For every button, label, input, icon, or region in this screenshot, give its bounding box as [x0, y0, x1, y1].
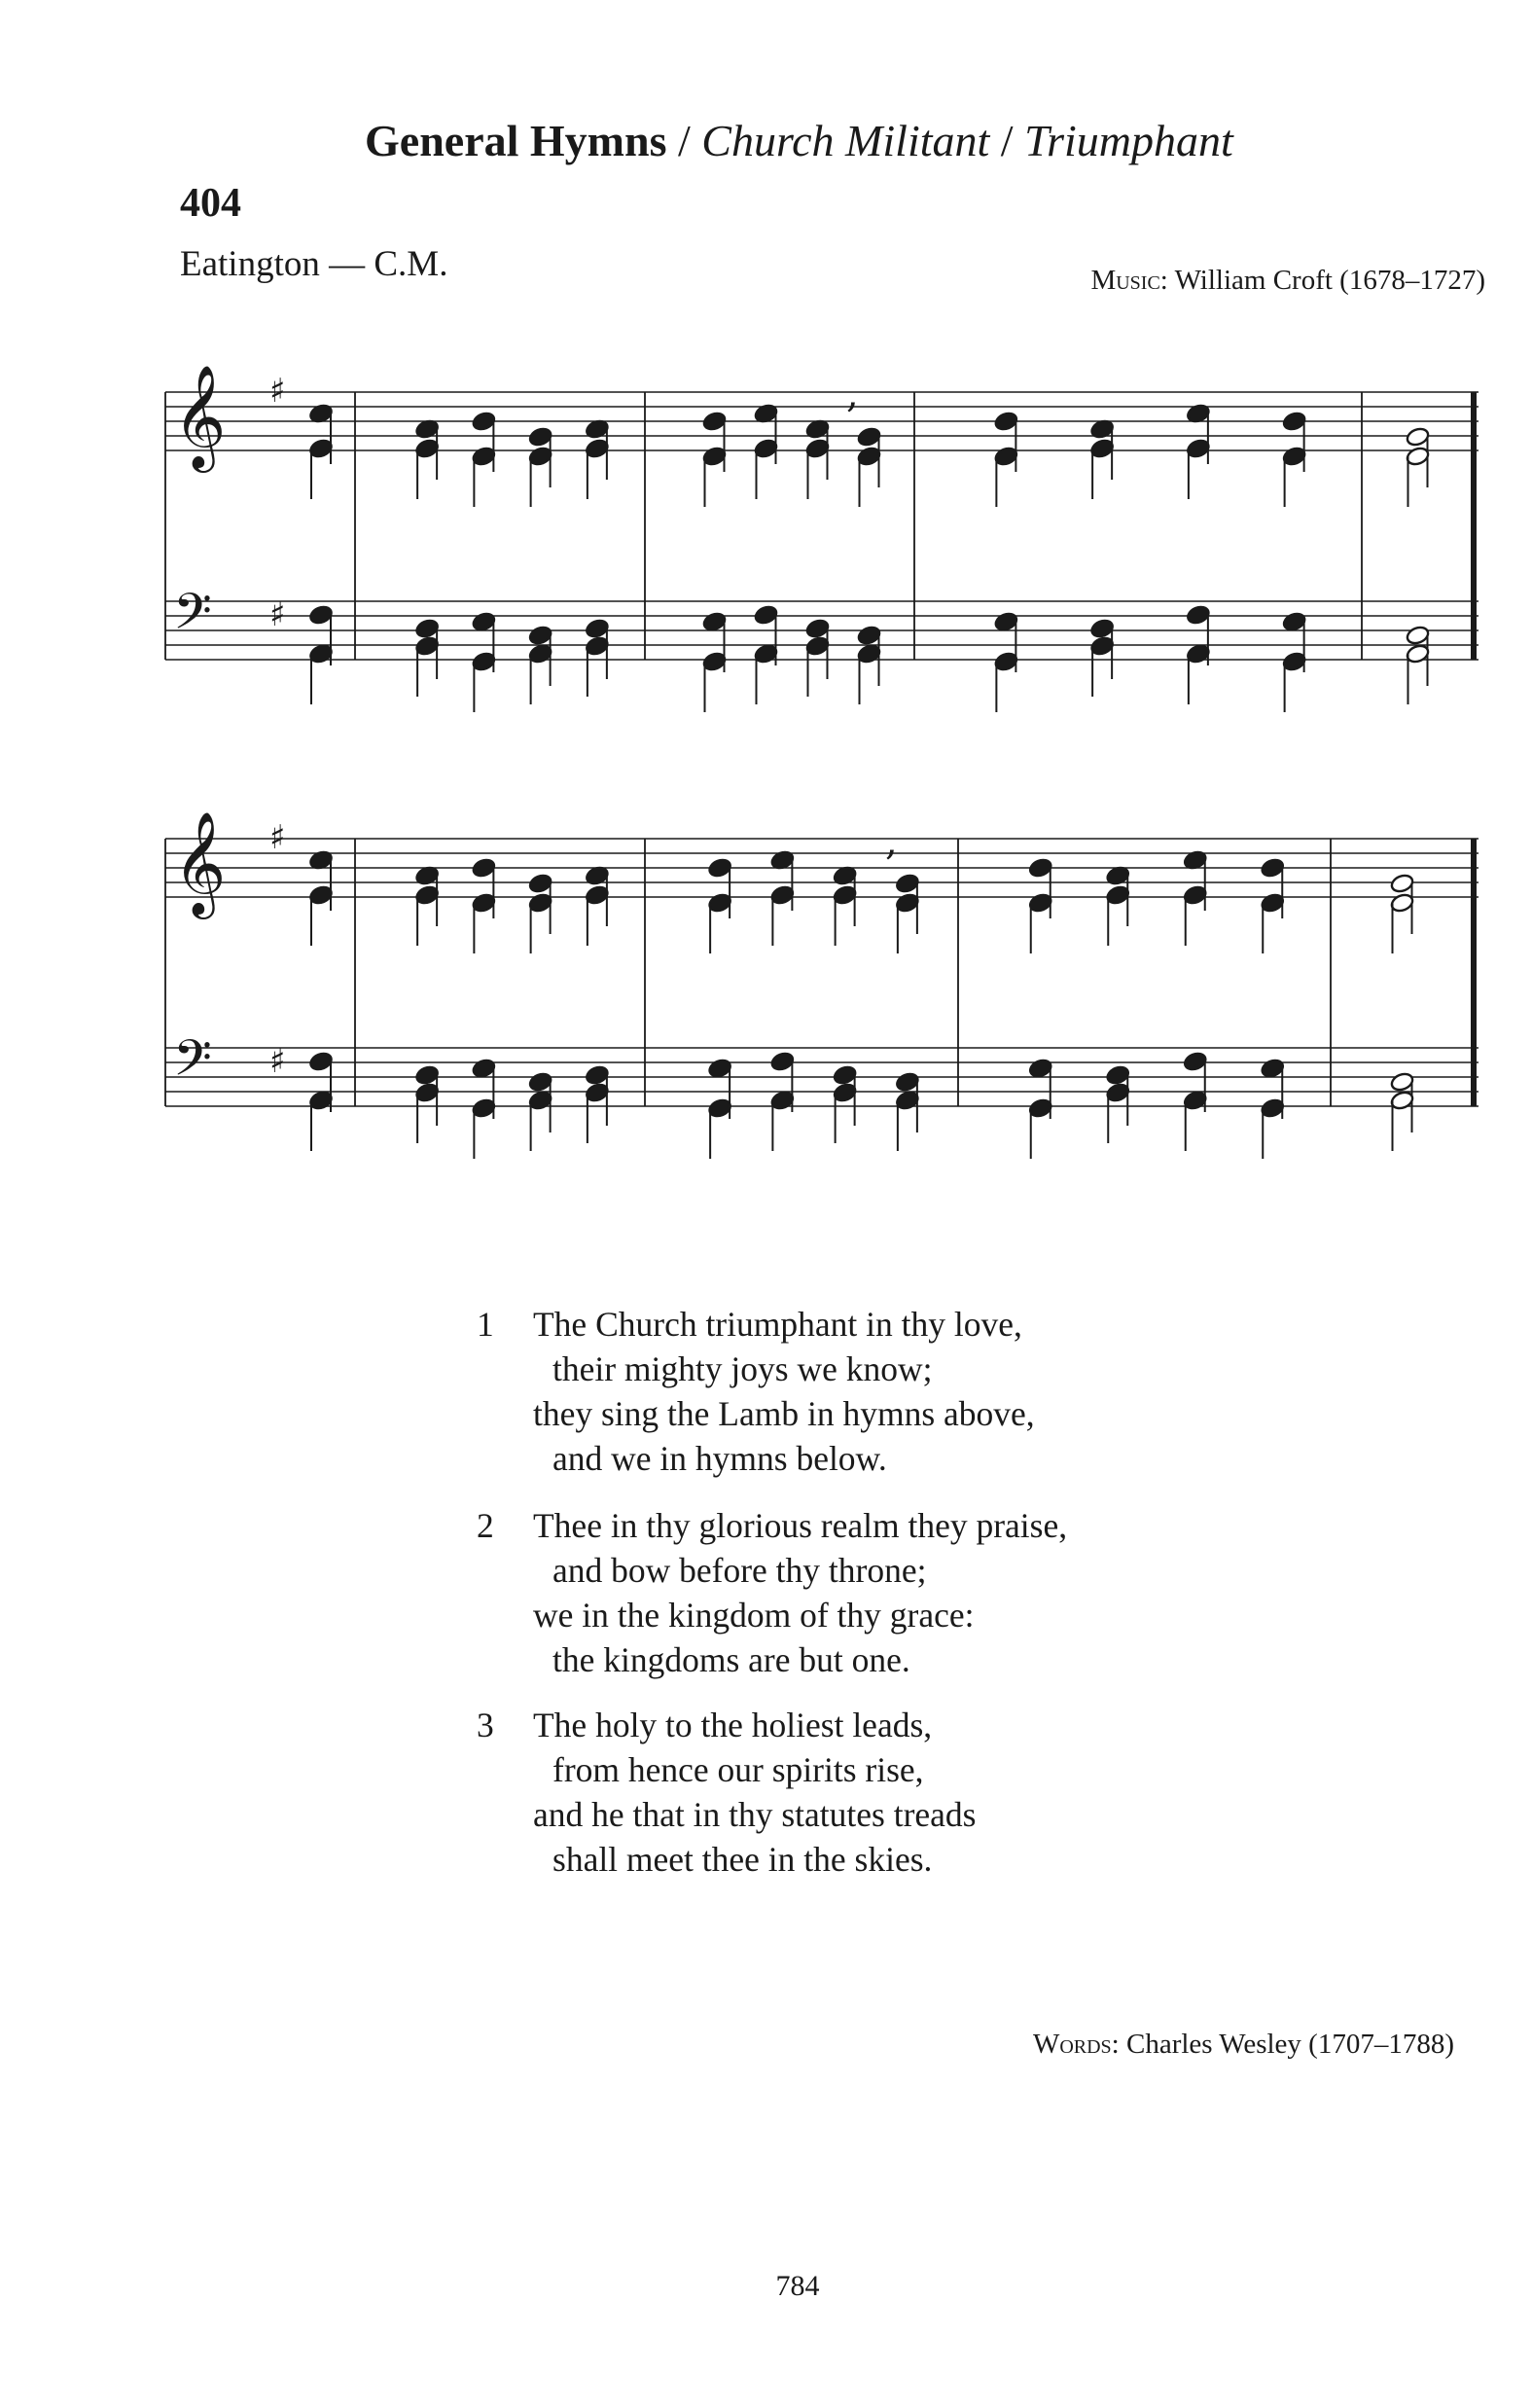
words-credit: [1033, 2029, 1454, 2061]
author: Charles Wesley (1707–1788): [1125, 2029, 1454, 2060]
header-separator: /: [666, 116, 702, 165]
verse-line: and bow before thy throne;: [552, 1551, 927, 1590]
verse-line: shall meet thee in the skies.: [552, 1840, 933, 1879]
treble-clef-icon: 𝄞: [173, 810, 227, 915]
music-label: Music:: [1090, 265, 1168, 296]
header-separator: /: [989, 116, 1025, 165]
verse-line: we in the kingdom of thy grace:: [533, 1596, 975, 1635]
sharp-icon: ♯: [269, 818, 286, 857]
breath-mark-icon: ,: [885, 819, 898, 864]
sharp-icon: ♯: [269, 1042, 286, 1081]
subsection-title: Triumphant: [1024, 116, 1233, 165]
composer: William Croft (1678–1727): [1174, 265, 1485, 296]
treble-clef-icon: 𝄞: [173, 364, 227, 468]
verse-line: from hence our spirits rise,: [552, 1750, 924, 1789]
hymn-number: 404: [180, 181, 241, 226]
page-number: 784: [775, 2270, 820, 2302]
verse-line: they sing the Lamb in hymns above,: [533, 1394, 1035, 1433]
bass-clef-icon: 𝄢: [173, 1028, 212, 1099]
words-label: Words:: [1032, 2029, 1120, 2060]
verse-number: 3: [477, 1706, 494, 1744]
section-title: General Hymns: [365, 116, 667, 165]
verse-number: 1: [477, 1305, 494, 1344]
verse-line: The Church triumphant in thy love,: [533, 1305, 1022, 1344]
breath-mark-icon: ,: [846, 372, 859, 416]
verse-line: the kingdoms are but one.: [552, 1640, 910, 1679]
verse-line: and we in hymns below.: [552, 1439, 887, 1478]
verse-line: The holy to the holiest leads,: [533, 1706, 933, 1744]
tune-name: Eatington — C.M.: [180, 244, 448, 284]
sharp-icon: ♯: [269, 372, 286, 411]
bass-clef-icon: 𝄢: [173, 582, 212, 653]
verse-line: Thee in thy glorious realm they praise,: [533, 1506, 1068, 1545]
sharp-icon: ♯: [269, 595, 286, 634]
verse-line: their mighty joys we know;: [552, 1349, 933, 1388]
verse-number: 2: [477, 1506, 494, 1545]
verse-line: and he that in thy statutes treads: [533, 1795, 977, 1834]
subsection-title: Church Militant: [701, 116, 990, 165]
